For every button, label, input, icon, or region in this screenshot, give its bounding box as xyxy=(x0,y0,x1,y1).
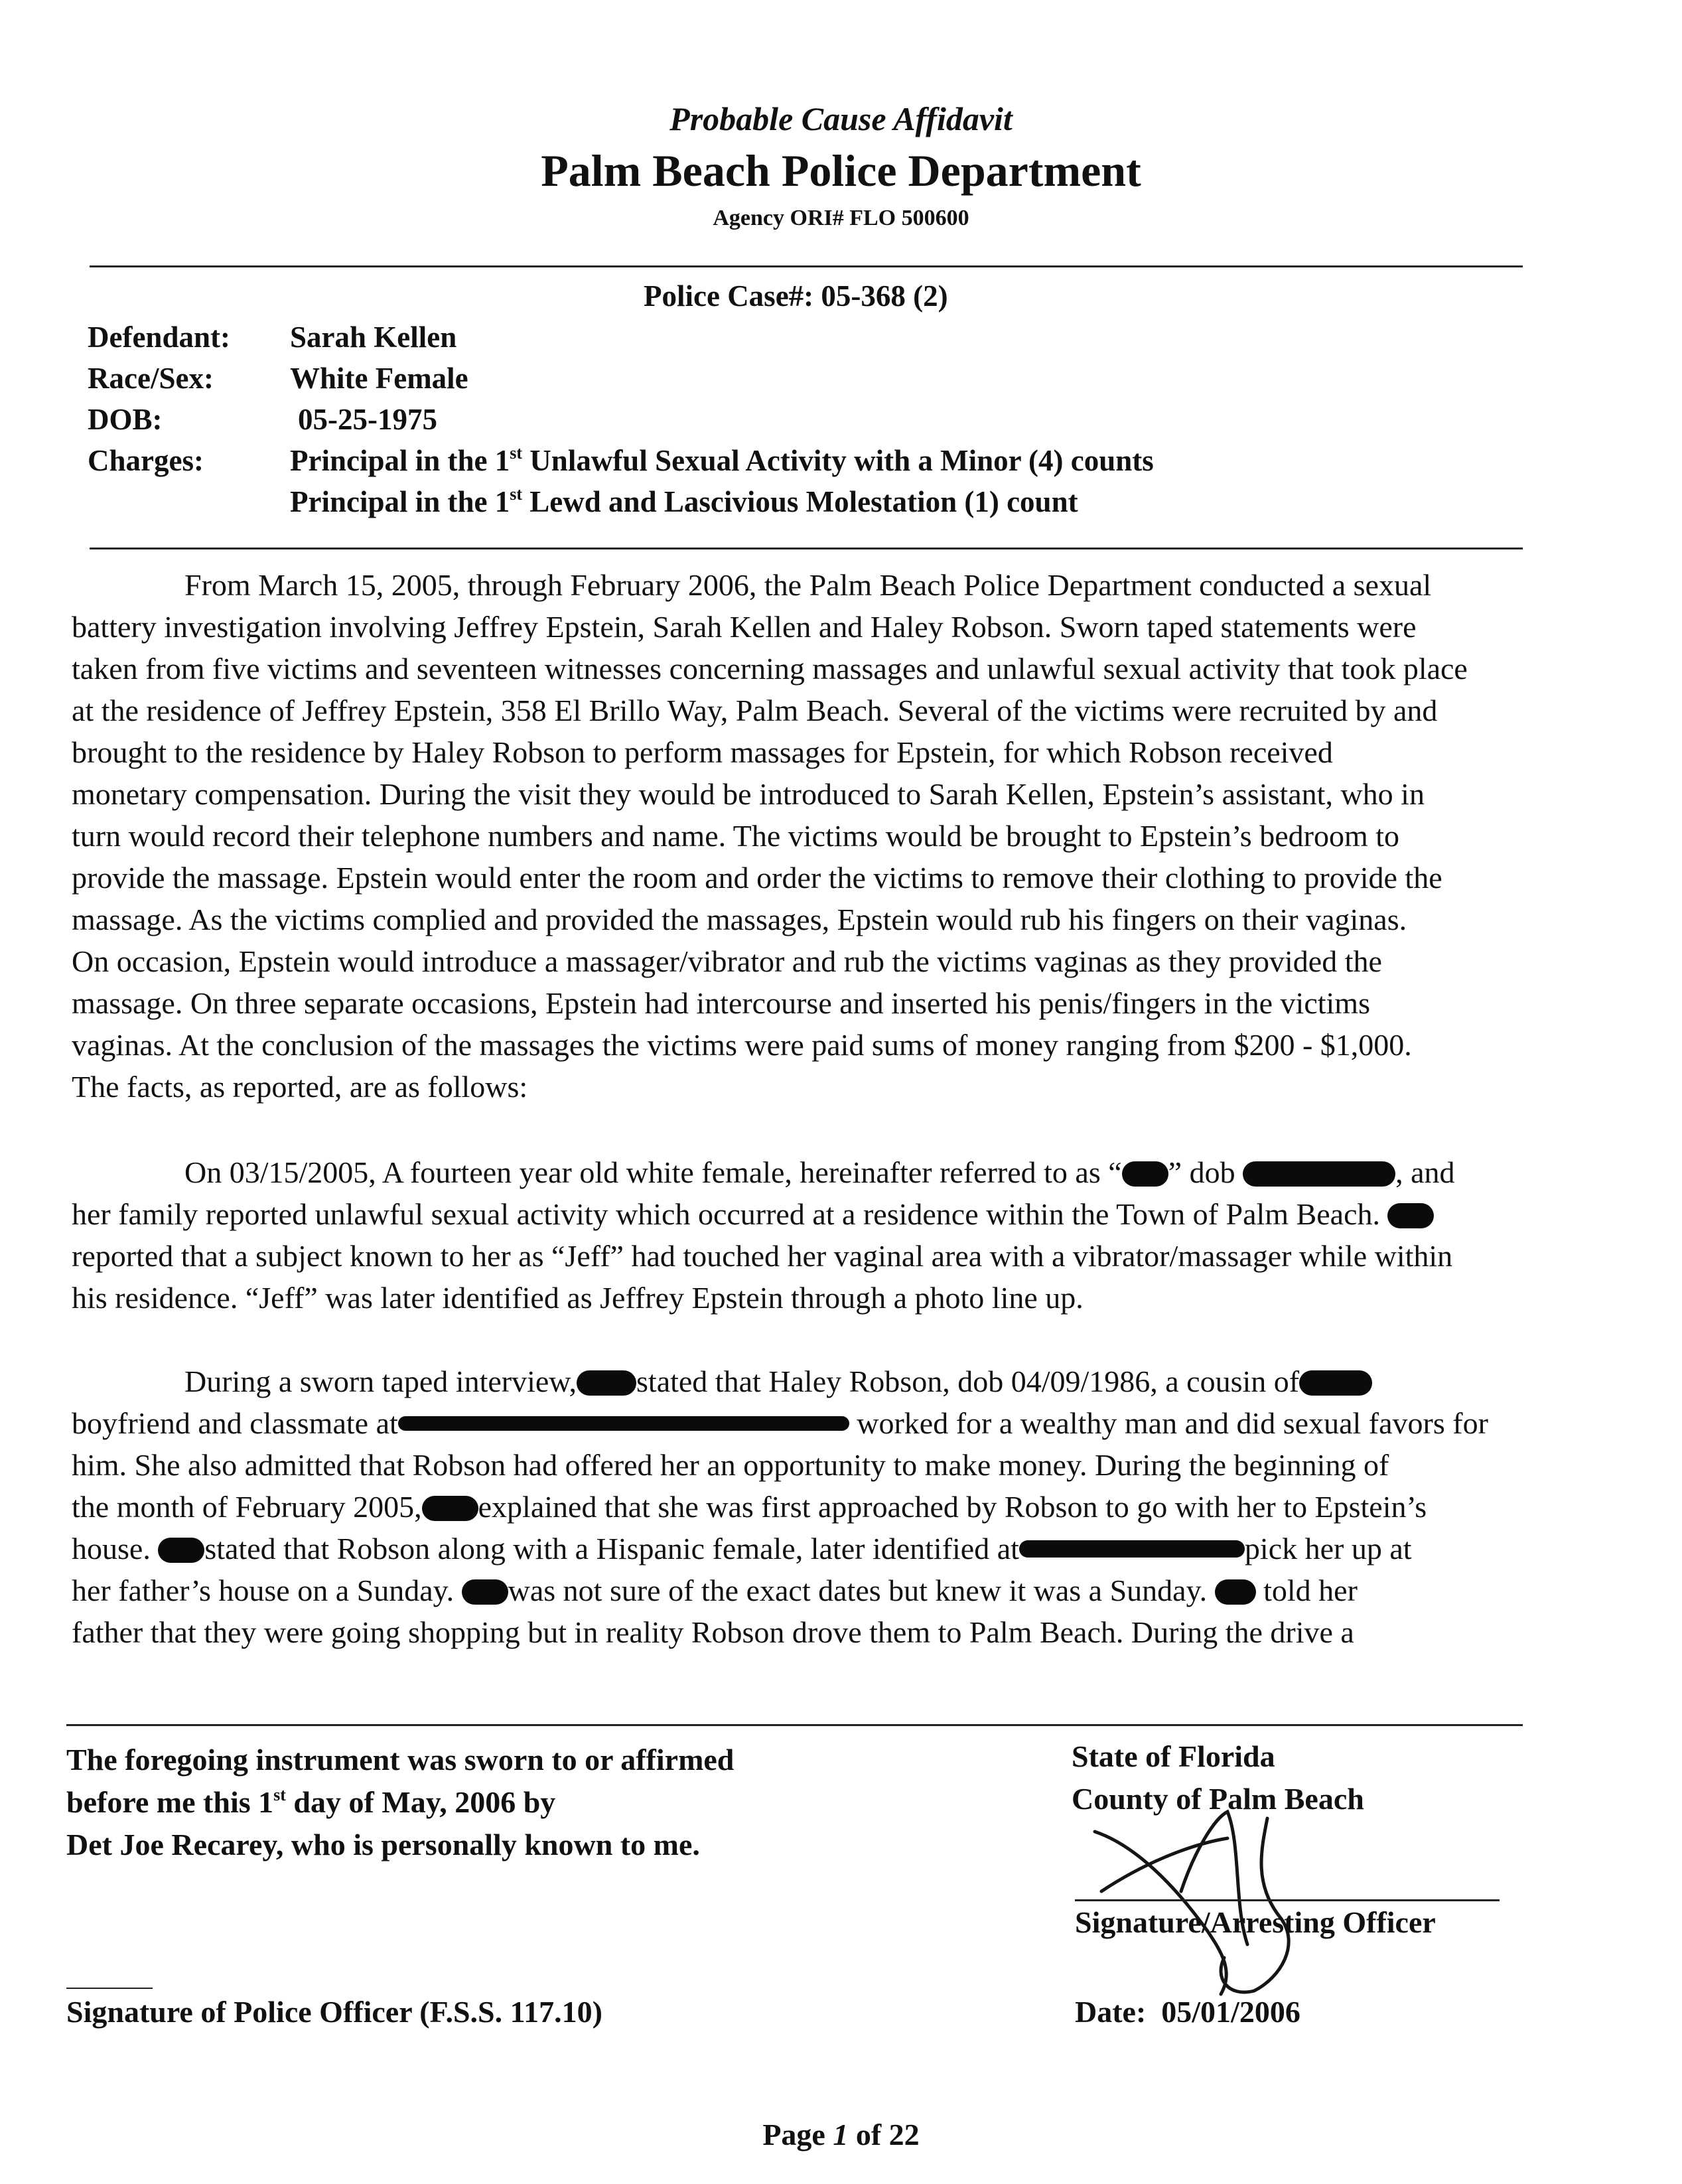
header-divider xyxy=(90,265,1523,267)
paragraph-report xyxy=(72,1151,1624,1319)
text-line: battery investigation involving Jeffrey Epstein, Sarah Kellen and Haley Robson. Sworn taped statements were xyxy=(72,610,1417,644)
officer-signature-line xyxy=(66,1988,153,1989)
signature-line xyxy=(1075,1899,1500,1901)
document-type-title: Probable Cause Affidavit xyxy=(669,100,1013,137)
text-line: monetary compensation. During the visit they would be introduced to Sarah Kellen, Epstein’s assistant, who in xyxy=(72,777,1425,811)
text-line: house. stated that Robson along with a Hispanic female, later identified at pick her up at xyxy=(72,1532,1412,1565)
paragraph-summary xyxy=(72,564,1624,1108)
text-line: vaginas. At the conclusion of the massages the victims were paid sums of money ranging from $200 - $1,000. xyxy=(72,1028,1412,1062)
charges-divider xyxy=(90,547,1523,549)
defendant-label: Defendant: xyxy=(88,321,230,354)
state-name: State of Florida xyxy=(1072,1739,1275,1773)
redaction-mark xyxy=(1215,1579,1256,1605)
case-value: 05-368 (2) xyxy=(821,279,948,313)
text-line: massage. As the victims complied and provided the massages, Epstein would rub his fingers on their vaginas. xyxy=(72,903,1407,936)
charges-row xyxy=(88,443,1154,478)
dob-label: DOB: xyxy=(88,403,163,436)
redaction-mark xyxy=(1243,1161,1395,1187)
case-label: Police Case#: xyxy=(644,279,814,313)
text-line: During a sworn taped interview, stated that Haley Robson, dob 04/09/1986, a cousin of xyxy=(72,1360,1624,1402)
text-line: father that they were going shopping but in reality Robson drove them to Palm Beach. During the drive a xyxy=(72,1615,1354,1649)
paragraph-interview xyxy=(72,1360,1624,1653)
department-title: Palm Beach Police Department xyxy=(541,145,1141,196)
redaction-mark xyxy=(1122,1161,1168,1187)
text-line: On 03/15/2005, A fourteen year old white female, hereinafter referred to as “ ” dob , and xyxy=(184,1155,1455,1189)
county-name: County of Palm Beach xyxy=(1072,1782,1364,1816)
charge-2: Principal in the 1st Lewd and Lascivious Molestation (1) count xyxy=(290,484,1078,518)
text-line: massage. On three separate occasions, Epstein had intercourse and inserted his penis/fingers in the victims xyxy=(72,986,1370,1020)
page-number: Page 1 of 22 xyxy=(762,2118,920,2151)
text-line: On occasion, Epstein would introduce a massager/vibrator and rub the victims vaginas as they provided the xyxy=(72,944,1382,978)
defendant-row xyxy=(88,320,456,354)
text-line: The facts, as reported, are as follows: xyxy=(72,1070,528,1104)
text-line: him. She also admitted that Robson had offered her an opportunity to make money. During the beginning of xyxy=(72,1448,1389,1482)
race-sex-value: White Female xyxy=(290,362,468,395)
redaction-mark xyxy=(422,1496,478,1521)
police-case-number xyxy=(644,279,948,313)
redaction-mark xyxy=(1299,1370,1372,1396)
text-line: provide the massage. Epstein would enter the room and order the victims to remove their clothing to provide the xyxy=(72,861,1442,895)
signature-date: Date: 05/01/2006 xyxy=(1075,1995,1300,2029)
redaction-mark xyxy=(158,1538,204,1563)
text-line: boyfriend and classmate at worked for a wealthy man and did sexual favors for xyxy=(72,1406,1488,1440)
police-officer-signature-label: Signature of Police Officer (F.S.S. 117.10) xyxy=(66,1995,602,2029)
sworn-statement: The foregoing instrument was sworn to or affirmed before me this 1st day of May, 2006 by Det Joe Recarey, who is personally known to me. xyxy=(66,1743,735,1861)
dob-value: 05-25-1975 xyxy=(298,403,437,436)
text-line: brought to the residence by Haley Robson to perform massages for Epstein, for which Robson received xyxy=(72,735,1333,769)
race-sex-row xyxy=(88,361,468,396)
agency-ori: Agency ORI# FLO 500600 xyxy=(713,206,969,230)
charge-1: Principal in the 1st Unlawful Sexual Activity with a Minor (4) counts xyxy=(290,443,1154,477)
redaction-mark xyxy=(577,1370,636,1396)
charges-label: Charges: xyxy=(88,444,204,477)
redaction-mark xyxy=(462,1579,508,1605)
text-line: turn would record their telephone numbers and name. The victims would be brought to Epstein’s bedroom to xyxy=(72,819,1399,853)
signature-label: Signature/Arresting Officer xyxy=(1075,1905,1436,1939)
text-line: From March 15, 2005, through February 2006, the Palm Beach Police Department conducted a sexual xyxy=(184,568,1432,602)
redaction-mark xyxy=(398,1416,849,1431)
redaction-mark xyxy=(1387,1203,1434,1228)
defendant-name: Sarah Kellen xyxy=(290,321,457,354)
race-sex-label: Race/Sex: xyxy=(88,362,214,395)
text-line: reported that a subject known to her as “Jeff” had touched her vaginal area with a vibrator/massager while within xyxy=(72,1239,1453,1273)
dob-row xyxy=(88,402,437,437)
footer-divider xyxy=(66,1724,1523,1726)
text-line: at the residence of Jeffrey Epstein, 358 El Brillo Way, Palm Beach. Several of the victims were recruited by and xyxy=(72,693,1438,727)
text-line: his residence. “Jeff” was later identified as Jeffrey Epstein through a photo line up. xyxy=(72,1281,1084,1315)
text-line: her family reported unlawful sexual activity which occurred at a residence within the Town of Palm Beach. xyxy=(72,1193,1624,1235)
text-line: taken from five victims and seventeen witnesses concerning massages and unlawful sexual activity that took place xyxy=(72,652,1468,686)
text-line: the month of February 2005, explained that she was first approached by Robson to go with her to Epstein’s xyxy=(72,1490,1427,1524)
redaction-mark xyxy=(1019,1540,1245,1558)
text-line: her father’s house on a Sunday. was not sure of the exact dates but knew it was a Sunday. told her xyxy=(72,1573,1358,1607)
